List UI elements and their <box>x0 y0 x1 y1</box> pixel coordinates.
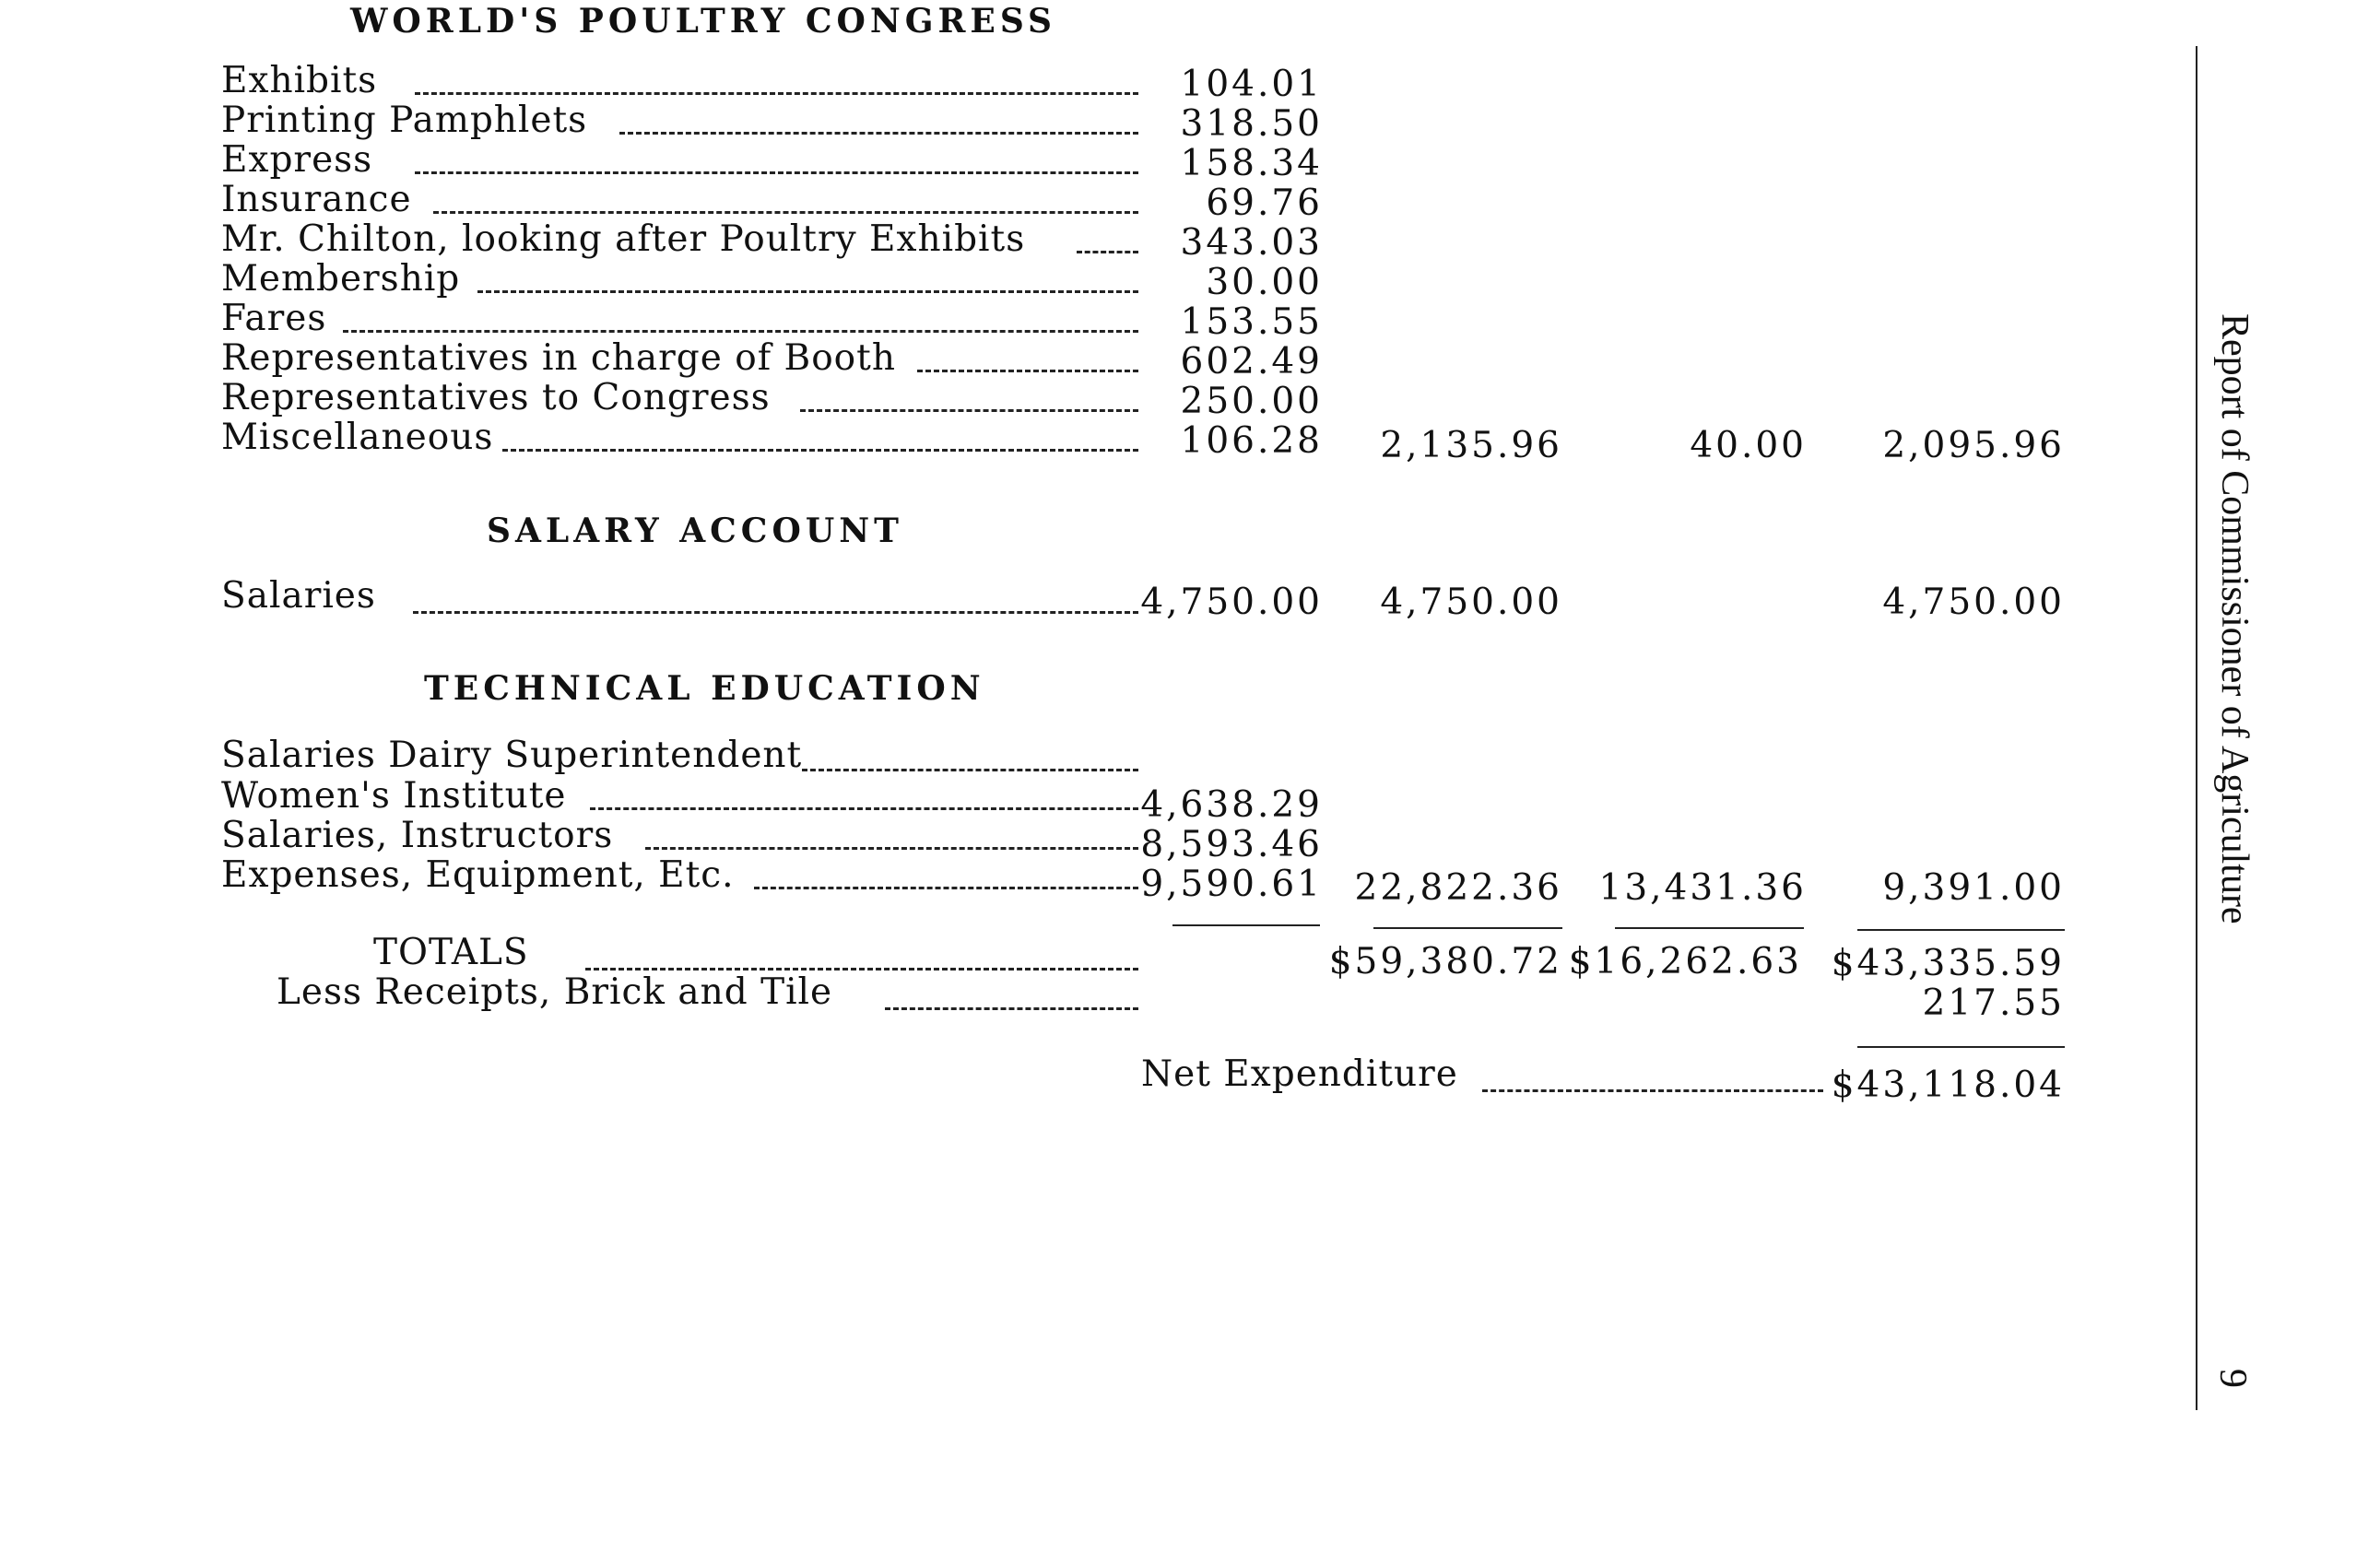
row-label: Salaries <box>221 575 376 617</box>
row-label: Expenses, Equipment, Etc. <box>221 854 735 896</box>
amount-cell: 343.03 <box>1180 222 1323 264</box>
row-label: Printing Pamphlets <box>221 100 588 141</box>
amount-cell: 4,638.29 <box>1140 784 1323 826</box>
dot-leader <box>802 769 1138 771</box>
net-expenditure-label: Net Expenditure <box>1141 1053 1458 1095</box>
dot-leader <box>502 449 1138 452</box>
totals-label: TOTALS <box>373 932 529 973</box>
amount-cell: 69.76 <box>1206 182 1323 224</box>
row-label: Membership <box>221 258 461 300</box>
dot-leader <box>433 211 1138 214</box>
column-rule <box>1373 927 1562 929</box>
amount-cell: 30.00 <box>1206 262 1323 303</box>
row-label: Exhibits <box>221 60 378 101</box>
total-net-cell: $43,335.59 <box>1831 943 2065 984</box>
amount-cell: 250.00 <box>1180 381 1323 422</box>
row-label: Fares <box>221 298 327 339</box>
net-cell: 2,095.96 <box>1882 425 2065 466</box>
dot-leader <box>413 611 1138 614</box>
receipts-cell: 40.00 <box>1690 425 1807 466</box>
amount-cell: 106.28 <box>1180 420 1323 462</box>
column-rule <box>1857 1046 2065 1048</box>
section-heading-salary: SALARY ACCOUNT <box>487 512 903 550</box>
section-heading-technical: TECHNICAL EDUCATION <box>424 669 985 708</box>
amount-cell: 4,750.00 <box>1140 582 1323 623</box>
page-number <box>2212 1369 2258 1406</box>
column-rule <box>1172 924 1320 926</box>
amount-cell: 602.49 <box>1180 341 1323 382</box>
section-total-cell: 2,135.96 <box>1380 425 1562 466</box>
margin-rule <box>2196 46 2197 1410</box>
page-number-text: 9 <box>2211 1369 2254 1388</box>
dot-leader <box>619 132 1138 135</box>
row-label: Express <box>221 139 373 181</box>
dot-leader <box>590 807 1138 810</box>
amount-cell: 104.01 <box>1180 64 1323 105</box>
net-cell: 9,391.00 <box>1882 867 2065 909</box>
less-receipts-cell: 217.55 <box>1922 982 2065 1024</box>
amount-cell: 318.50 <box>1180 103 1323 145</box>
column-rule <box>1615 927 1804 929</box>
dot-leader <box>415 92 1138 95</box>
dot-leader <box>1482 1089 1823 1092</box>
row-label: Salaries Dairy Superintendent <box>221 735 803 776</box>
running-title <box>2212 313 2268 1106</box>
receipts-cell: 13,431.36 <box>1598 867 1807 909</box>
net-expenditure-cell: $43,118.04 <box>1831 1065 2065 1106</box>
row-label: Insurance <box>221 179 412 220</box>
row-label: Mr. Chilton, looking after Poultry Exhibits <box>221 218 1026 260</box>
total-receipts-cell: $16,262.63 <box>1568 941 1802 982</box>
column-rule <box>1857 929 2065 931</box>
amount-cell: 158.34 <box>1180 143 1323 184</box>
section-heading-poultry: WORLD'S POULTRY CONGRESS <box>350 2 1057 41</box>
row-label: Women's Institute <box>221 775 567 817</box>
dot-leader <box>585 968 1138 970</box>
row-label: Salaries, Instructors <box>221 815 614 856</box>
grand-total-cell: $59,380.72 <box>1328 941 1562 982</box>
row-label: Miscellaneous <box>221 417 494 458</box>
dot-leader <box>885 1007 1138 1010</box>
dot-leader <box>415 171 1138 174</box>
row-label: Representatives in charge of Booth <box>221 337 896 379</box>
section-total-cell: 4,750.00 <box>1380 582 1562 623</box>
running-title-text: Report of Commissioner of Agriculture <box>2213 313 2256 924</box>
less-receipts-label: Less Receipts, Brick and Tile <box>277 971 833 1013</box>
row-label: Representatives to Congress <box>221 377 771 418</box>
dot-leader <box>477 290 1138 293</box>
net-cell: 4,750.00 <box>1882 582 2065 623</box>
amount-cell: 8,593.46 <box>1140 824 1323 865</box>
section-total-cell: 22,822.36 <box>1354 867 1562 909</box>
dot-leader <box>343 330 1138 333</box>
amount-cell: 153.55 <box>1180 301 1323 343</box>
dot-leader <box>645 847 1138 850</box>
dot-leader <box>754 887 1138 889</box>
amount-cell: 9,590.61 <box>1140 864 1323 905</box>
